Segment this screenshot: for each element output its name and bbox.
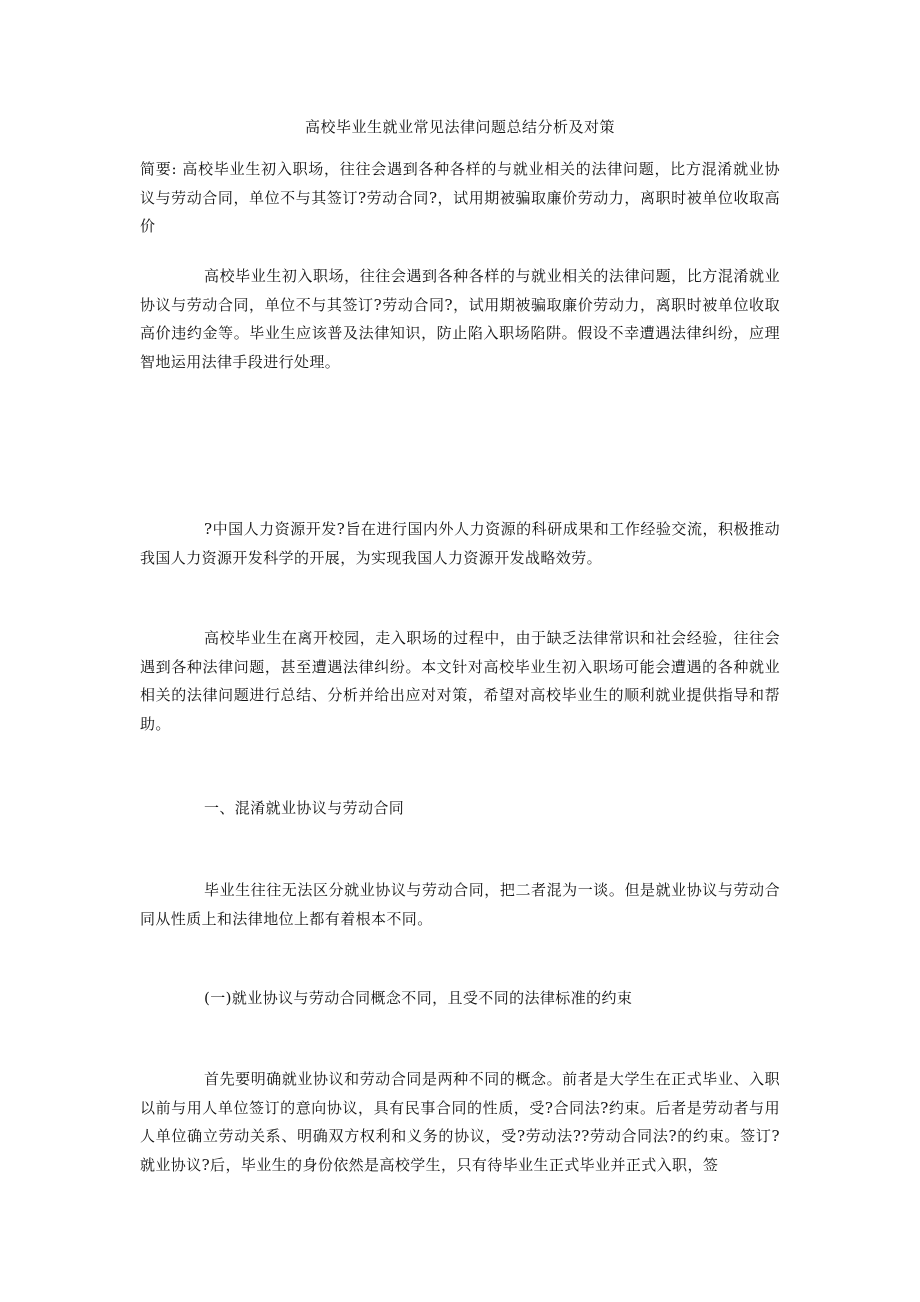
intro-paragraph: 高校毕业生初入职场，往往会遇到各种各样的与就业相关的法律问题，比方混淆就业协议与劳动合同，单位不与其签订?劳动合同?，试用期被骗取廉价劳动力，离职时被单位收取高价违约金等。毕业生应该普及法律知识，防止陷入职场陷阱。假设不幸遭遇法律纠纷，应理智地运用法律手段进行处理。: [140, 267, 780, 371]
section-1-paragraph: 毕业生往往无法区分就业协议与劳动合同，把二者混为一谈。但是就业协议与劳动合同从性质上和法律地位上都有着根本不同。: [140, 881, 780, 928]
abstract-paragraph: 简要: 高校毕业生初入职场，往往会遇到各种各样的与就业相关的法律问题，比方混淆就业协议与劳动合同，单位不与其签订?劳动合同?，试用期被骗取廉价劳动力，离职时被单位收取高价: [140, 160, 780, 235]
subsection-1-heading: (一)就业协议与劳动合同概念不同，且受不同的法律标准的约束: [204, 989, 633, 1007]
journal-note-paragraph: ?中国人力资源开发?旨在进行国内外人力资源的科研成果和工作经验交流，积极推动我国人力资源开发科学的开展，为实现我国人力资源开发战略效劳。: [140, 520, 780, 567]
document-title: 高校毕业生就业常见法律问题总结分析及对策: [304, 118, 615, 136]
background-paragraph: 高校毕业生在离开校园，走入职场的过程中，由于缺乏法律常识和社会经验，往往会遇到各种法律问题，甚至遭遇法律纠纷。本文针对高校毕业生初入职场可能会遭遇的各种就业相关的法律问题进行总结、分析并给出应对对策，希望对高校毕业生的顺利就业提供指导和帮助。: [140, 629, 780, 733]
subsection-1-paragraph: 首先要明确就业协议和劳动合同是两种不同的概念。前者是大学生在正式毕业、入职以前与用人单位签订的意向协议，具有民事合同的性质，受?合同法?约束。后者是劳动者与用人单位确立劳动关系、明确双方权利和义务的协议，受?劳动法??劳动合同法?的约束。签订?就业协议?后，毕业生的身份依然是高校学生，只有待毕业生正式毕业并正式入职，签: [140, 1070, 780, 1174]
section-1-heading: 一、混淆就业协议与劳动合同: [204, 799, 405, 817]
